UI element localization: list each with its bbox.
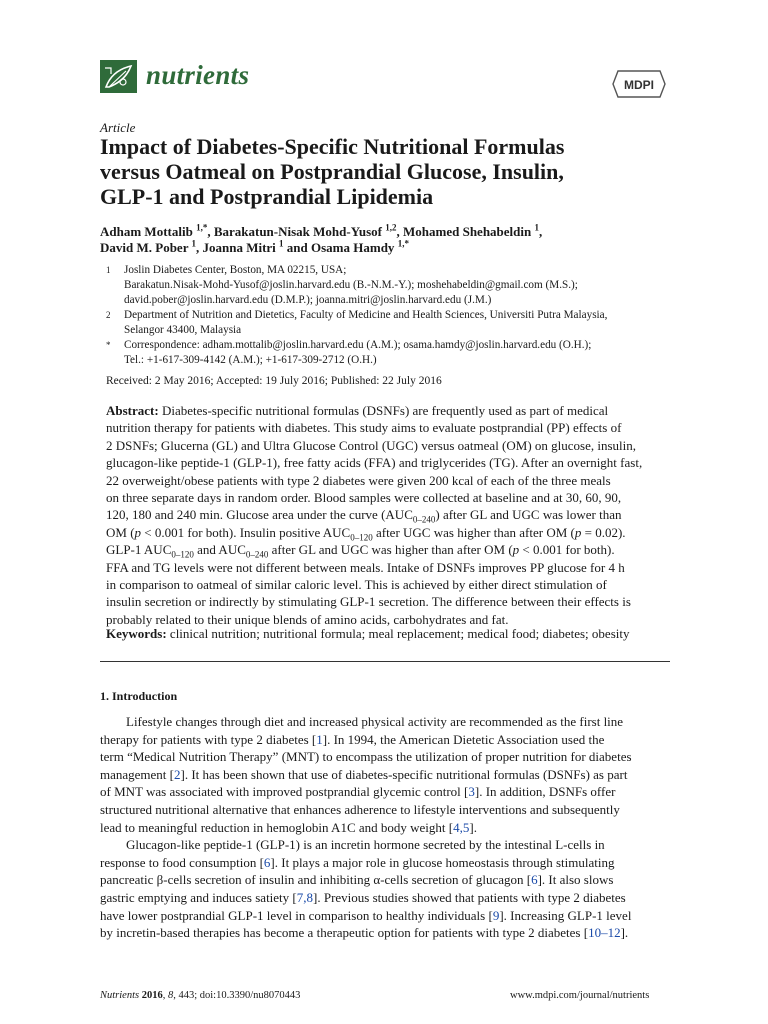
paragraph-line: response to food consumption [6]. It plays a major role in glucose homeostasis through stimulating xyxy=(100,854,615,870)
journal-logo-icon xyxy=(100,60,137,93)
abstract-line: nutrition therapy for patients with diabetes. This study aims to evaluate postprandial (PP) effects of xyxy=(106,420,622,436)
leaf-emblem-icon xyxy=(100,60,137,93)
abstract-line: on three separate days in random order. Blood samples were collected at baseline and at 30, 60, 90, xyxy=(106,490,622,506)
footer-citation: Nutrients 2016, 8, 443; doi:10.3390/nu8070443 xyxy=(100,990,301,1001)
title-line: GLP-1 and Postprandial Lipidemia xyxy=(100,184,434,209)
author-affiliation-sup: 1,2 xyxy=(385,222,397,233)
citation-link[interactable]: 2 xyxy=(174,766,181,782)
article-title xyxy=(100,134,680,209)
section-divider xyxy=(100,661,670,662)
keywords-text: clinical nutrition; nutritional formula; meal replacement; medical food; diabetes; obesity xyxy=(169,626,630,641)
author-name: Barakatun-Nisak Mohd-Yusof xyxy=(213,224,383,239)
keywords xyxy=(106,626,629,642)
author-name: Adham Mottalib xyxy=(100,224,193,239)
title-line: versus Oatmeal on Postprandial Glucose, Insulin, xyxy=(100,159,564,184)
citation-link[interactable]: 4,5 xyxy=(453,819,470,835)
affiliation-line: david.pober@joslin.harvard.edu (D.M.P.); joanna.mitri@joslin.harvard.edu (J.M.) xyxy=(124,294,492,306)
abstract-line: OM (p < 0.001 for both). Insulin positive $AUC_{0-120}$ after UGC was higher than after OM (p = 0.02). xyxy=(106,524,626,543)
section-title: 1. Introduction xyxy=(100,689,178,703)
affiliation-mark: 1 xyxy=(106,265,111,275)
author-affiliation-sup: 1 xyxy=(279,238,284,249)
citation-link[interactable]: 1 xyxy=(316,731,323,747)
affiliation-line: Barakatun.Nisak-Mohd-Yusof@joslin.harvard.edu (B.-N.M.-Y.); moshehabeldin@gmail.com (M.S.); xyxy=(124,279,578,291)
author-affiliation-sup: 1,* xyxy=(196,222,208,233)
abstract-line: in comparison to oatmeal of similar caloric level. This is achieved by either direct stimulation of xyxy=(106,577,607,593)
paragraph-line: structured nutritional alternative that enhances adherence to lifestyle interventions and subsequently xyxy=(100,801,620,817)
author-name: David M. Pober xyxy=(100,240,189,255)
citation-link[interactable]: 10–12 xyxy=(588,925,621,941)
citation-link[interactable]: 3 xyxy=(468,784,475,800)
abstract-line: 2 DSNFs; Glucerna (GL) and Ultra Glucose Control (UGC) versus oatmeal (OM) on glucose, insulin, xyxy=(106,437,637,453)
correspondence-line: Correspondence: adham.mottalib@joslin.harvard.edu (A.M.); osama.hamdy@joslin.harvard.edu (O.H.); xyxy=(124,339,592,351)
author-list xyxy=(100,224,542,256)
author-line-2: David M. Pober $^1$, Joanna Mitri $^1$ and Osama Hamdy $^{1,*}$ xyxy=(100,238,409,255)
mdpi-logo xyxy=(612,69,666,99)
correspondence-line: Tel.: +1-617-309-4142 (A.M.); +1-617-309-2712 (O.H.) xyxy=(124,354,377,366)
title-line: Impact of Diabetes-Specific Nutritional Formulas xyxy=(100,134,565,159)
paragraph-line: have lower postprandial GLP-1 level in comparison to healthy individuals [9]. Increasing GLP-1 level xyxy=(100,907,632,923)
paragraph-line: by incretin-based therapies has become a therapeutic option for patients with type 2 diabetes [10–12]. xyxy=(100,925,629,941)
abstract-line: FFA and TG levels were not different between meals. Intake of DSNFs improves PP glucose for 4 h xyxy=(106,559,625,575)
paragraph-line: Glucagon-like peptide-1 (GLP-1) is an incretin hormone secreted by the intestinal L-cells in xyxy=(126,837,605,853)
author-affiliation-sup: 1 xyxy=(191,238,196,249)
abstract-line: 120, 180 and 240 min. Glucose area under the curve $(AUC_{0-240})$ after GL and UGC was lower than xyxy=(106,507,622,526)
paragraph-line: lead to meaningful reduction in hemoglobin A1C and body weight [4,5]. xyxy=(100,819,477,835)
author-affiliation-sup: 1,* xyxy=(397,238,409,249)
author-name: Osama Hamdy xyxy=(311,240,395,255)
mdpi-hexagon-icon xyxy=(612,69,666,99)
affiliation-mark: 2 xyxy=(106,310,111,320)
paragraph-line: gastric emptying and induces satiety [7,8]. Previous studies showed that patients with type 2 diabetes xyxy=(100,889,626,905)
journal-name: nutrients xyxy=(146,60,250,90)
mdpi-logo-text: MDPI xyxy=(624,78,654,92)
paragraph-line: Lifestyle changes through diet and increased physical activity are recommended as the first line xyxy=(126,714,624,729)
article-type: Article xyxy=(100,120,136,135)
paragraph-line: term “Medical Nutrition Therapy” (MNT) to encompass the utilization of proper nutrition for diabetes xyxy=(100,749,632,765)
author-line-1: Adham Mottalib $^{1,*}$, Barakatun-Nisak Mohd-Yusof $^{1,2}$, Mohamed Shehabeldin $^1$, xyxy=(100,222,543,239)
publication-dates: Received: 2 May 2016; Accepted: 19 July 2016; Published: 22 July 2016 xyxy=(106,375,442,387)
footer-url[interactable]: www.mdpi.com/journal/nutrients xyxy=(510,990,650,1001)
keywords-label: Keywords: xyxy=(106,626,167,641)
affiliation-line: Department of Nutrition and Dietetics, Faculty of Medicine and Health Sciences, Universiti Putra Malaysia, xyxy=(124,309,608,321)
author-affiliation-sup: 1 xyxy=(534,222,539,233)
abstract-label: Abstract: xyxy=(106,403,159,418)
paragraph-line: therapy for patients with type 2 diabetes [1]. In 1994, the American Dietetic Association used the xyxy=(100,731,605,747)
affiliation-line: Joslin Diabetes Center, Boston, MA 02215, USA; xyxy=(124,264,347,276)
abstract-line: GLP-1 $AUC_{0-120}$ and $AUC_{0-240}$ after GL and UGC was higher than after OM (p < 0.001 for both). xyxy=(106,542,615,560)
citation-link[interactable]: 9 xyxy=(492,907,500,923)
abstract xyxy=(106,402,670,628)
citation-link[interactable]: 7,8 xyxy=(296,889,314,905)
citation-link[interactable]: 6 xyxy=(263,854,271,870)
abstract-line: 22 overweight/obese patients with type 2 diabetes were given 200 kcal of each of the three meals xyxy=(106,472,611,488)
introduction-body xyxy=(100,713,670,942)
correspondence-mark: * xyxy=(106,340,111,350)
paragraph-line: of MNT was associated with improved postprandial glycemic control [3]. In addition, DSNFs offer xyxy=(100,784,616,800)
paragraph-line: pancreatic β-cells secretion of insulin and inhibiting α-cells secretion of glucagon [6]. It also slows xyxy=(100,872,614,888)
paragraph-line: management [2]. It has been shown that use of diabetes-specific nutritional formulas (DSNFs) as part xyxy=(100,766,628,782)
author-name: Joanna Mitri xyxy=(202,240,276,255)
abstract-line: Diabetes-specific nutritional formulas (DSNFs) are frequently used as part of medical xyxy=(161,403,609,418)
abstract-line: insulin secretion or indirectly by stimulating GLP-1 secretion. The difference between their effects is xyxy=(106,594,631,610)
affiliation-line: Selangor 43400, Malaysia xyxy=(124,324,242,336)
citation-link[interactable]: 6 xyxy=(531,872,538,888)
author-name: Mohamed Shehabeldin xyxy=(403,224,532,239)
abstract-line: probably related to their unique blends of amino acids, carbohydrates and fat. xyxy=(106,611,509,627)
abstract-line: glucagon-like peptide-1 (GLP-1), free fatty acids (FFA) and triglycerides (TG). After an overnight fast, xyxy=(106,455,643,471)
